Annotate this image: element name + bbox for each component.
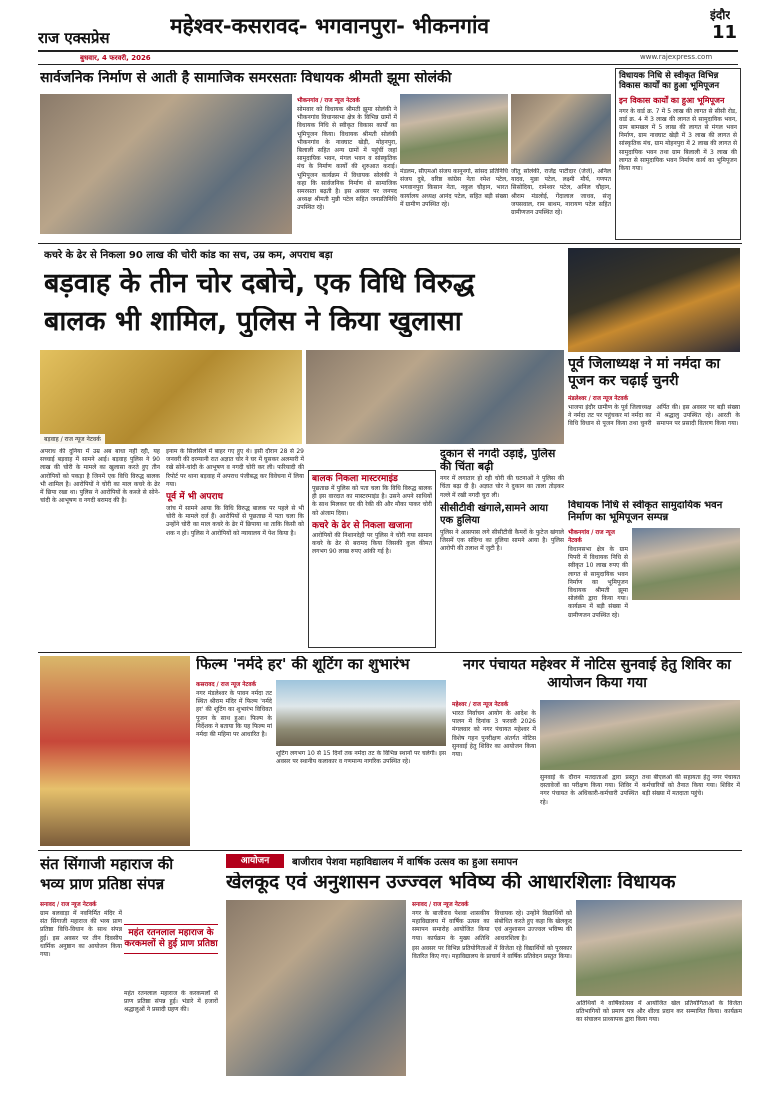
story6-body: नगर मंडलेश्वर के पावन नर्मदा तट स्थित श्रीराम मंदिर में फिल्म 'नर्मदे हर' की शूटिंग का शुभारंभ विधिवत पूजन के साथ हुआ। फिल्म के निर्देशक ने बताया कि यह फिल्म मां नर्मदा की महिमा पर आधारित है। xyxy=(196,690,272,739)
story2-body-2: इनाम के सिलसिले में बाहर गए हुए थे। इसी दौरान 28 से 29 जनवरी की दरम्यानी रात अज्ञात चोर ने घर में घुसकर अलमारी में रखे सोने-चांदी के आभूषण व नगदी चोरी कर ली। फरियादी की रिपोर्ट पर थाना बड़वाह में अपराध पंजीबद्ध कर विवेचना में लिया गया। xyxy=(166,448,304,488)
story3-body-2: पुलिस ने आसपास लगे सीसीटीवी कैमरों के फुटेज खंगाले जिसमें एक संदिग्ध का हुलिया सामने आया है। पुलिस आरोपी की तलाश में जुटी है। xyxy=(440,528,564,553)
date-line: बुधवार, 4 फरवरी, 2026 xyxy=(80,54,151,62)
story2-photo-seized xyxy=(40,350,302,444)
story4-photo xyxy=(568,248,740,352)
edition-city: इंदौर xyxy=(710,8,731,22)
story2-box-headline: बालक निकला मास्टरमाइंड xyxy=(312,474,398,484)
story4-body: भाजपा इंदौर ग्रामीण के पूर्व जिलाध्यक्ष ने नर्मदा तट पर पहुंचकर मां नर्मदा का विधि विधान से पूजन किया तथा चुनरी अर्पित की। इस अवसर पर बड़ी संख्या में श्रद्धालु उपस्थित रहे। आरती के समापन पर प्रसादी वितरण किया गया। xyxy=(568,404,740,428)
story4-text xyxy=(568,394,740,494)
story1-photo-3 xyxy=(511,94,611,164)
story1-photo-2 xyxy=(400,94,508,164)
page-number: 11 xyxy=(712,22,738,43)
story1-body-2: मंडलम, सीएमओ संजय कानूनगो, सांसद प्रतिनिधि संजय दुबे, वरिष्ठ कांग्रेस नेता रमेश पटेल, भगवानपुरा किसान नेता, नकुल चौहान, भारत कार्यालय अध्यक्ष आनंद पटेल, सहित बड़ी संख्या में ग्रामीण उपस्थित रहे। xyxy=(400,168,508,208)
masthead-rule-2 xyxy=(38,64,738,65)
story9-photo-audience xyxy=(576,900,742,996)
section-title: महेश्वर-कसरावद- भगवानपुरा- भीकनगांव xyxy=(170,14,490,38)
sidebar1-box xyxy=(615,68,741,240)
story6-body-2: शूटिंग लगभग 10 से 15 दिनों तक नर्मदा तट के विभिन्न स्थानों पर चलेगी। इस अवसर पर स्थानीय कलाकार व गणमान्य नागरिक उपस्थित रहे। xyxy=(276,750,446,766)
story9-body-2: इस अवसर पर विभिन्न प्रतियोगिताओं में विजेता रहे विद्यार्थियों को पुरस्कार वितरित किए गए। महाविद्यालय के प्राचार्य ने वार्षिक प्रतिवेदन प्रस्तुत किया। xyxy=(412,944,572,961)
story2-body: अपराध की दुनिया में उम्र अब बाधा नहीं रही, यह सच्चाई बड़वाह में सामने आई। बड़वाह पुलिस ने 90 लाख की चोरी के मामले का खुलासा करते हुए तीन आरोपियों को पकड़ा है जिनमें एक विधि विरुद्ध बालक भी शामिल है। आरोपियों ने चोरी का माल कचरे के ढेर में छिपा रखा था। पुलिस ने आरोपियों के कब्जे से सोने-चांदी के आभूषण व नगदी बरामद की है। xyxy=(40,448,160,505)
story2-body-3: जांच में सामने आया कि विधि विरुद्ध बालक पर पहले से भी चोरी के मामले दर्ज हैं। आरोपियों से पूछताछ में पता चला कि उन्होंने चोरी का माल कचरे के ढेर में छिपाया था ताकि किसी को शक न हो। पुलिस ने आरोपियों को न्यायालय में पेश किया है। xyxy=(166,505,304,537)
divider-2 xyxy=(38,652,742,653)
divider-1 xyxy=(38,243,742,244)
masthead-rule xyxy=(38,50,738,52)
story6-headline: फिल्म 'नर्मदे हर' की शूटिंग का शुभारंभ xyxy=(196,656,410,673)
story9-byline: सनावद / राज न्यूज नेटवर्क xyxy=(412,902,469,908)
story5-photo xyxy=(632,528,740,600)
story6-byline: कसरावद / राज न्यूज नेटवर्क xyxy=(196,682,257,688)
story2-col-2 xyxy=(166,448,304,650)
story5-text xyxy=(568,528,628,628)
story7-photo xyxy=(540,700,740,770)
story9-tag: आयोजन xyxy=(226,854,284,868)
story6-text xyxy=(196,680,272,848)
story3-headline: दुकान से नगदी उड़ाई, पुलिस की चिंता बढ़ी xyxy=(440,448,556,473)
story9-headline: खेलकूद एवं अनुशासन उज्ज्वल भविष्य की आधारशिलाः विधायक xyxy=(226,872,676,893)
story5-headline: विधायक निधि से स्वीकृत सामुदायिक भवन निर्माण का भूमिपूजन सम्पन्न xyxy=(568,500,723,523)
story1-body: सोमवार को विधायक श्रीमती झूमा सोलंकी ने भीकनगांव विधानसभा क्षेत्र के विभिन्न ग्रामों में विधायक निधि से स्वीकृत विकास कार्यों का भूमिपूजन किया। विधायक श्रीमती सोलंकी भीकनगांव के नावघाट खेड़ी, मोहनपुरा, बिलाली सहित अन्य ग्रामों में पहुंचीं जहां सामुदायिक भवन, मंगल भवन व सांस्कृतिक मंच के निर्माण कार्यों की शुरुआत कराई। भूमिपूजन कार्यक्रम में विधायक सोलंकी ने कहा कि सार्वजनिक निर्माण से सामाजिक समरसता बढ़ती है। इस अवसर पर जनपद अध्यक्ष श्रीमती मुन्नी पटेल सहित जनप्रतिनिधि उपस्थित रहे। xyxy=(297,106,397,212)
story2-box-subhead: कचरे के ढेर से निकला खजाना xyxy=(312,520,413,531)
story2-photo-caption: बड़वाह / राज न्यूज नेटवर्क xyxy=(40,434,105,444)
story7-body-3: तथा बीएलओ की सहायता हेतु नगर पंचायत कर्मचारियों को तैनात किया गया। शिविर में बड़ी संख्या में मतदाता पहुंचे। xyxy=(642,774,740,798)
story8-byline: सनावद / राज न्यूज नेटवर्क xyxy=(40,902,97,908)
story3-subhead: सीसीटीवी खंगाले,सामने आया एक हुलिया xyxy=(440,502,548,526)
story8-body: ग्राम बलवाड़ा में नवनिर्मित मंदिर में संत सिंगाजी महाराज की भव्य प्राण प्रतिष्ठा विधि-विधान के साथ संपन्न हुई। इस अवसर पर तीन दिवसीय धार्मिक अनुष्ठान का आयोजन किया गया। xyxy=(40,910,122,959)
story1-body-3: जीतू सोलंकी, राजेंद्र पाटीदार (जेजे), अनिल यादव, मुन्ना पटेल, लक्ष्मी मौर्य, गणपत सिसोदिया, रामेश्वर पटेल, अनिल चौहान, श्रीराम मंडलोई, गेंदालाल जाधव, संजू जयसवाल, राम बाथम, नारायण पटेल सहित ग्रामीणजन उपस्थित रहे। xyxy=(511,168,611,217)
story2-photo-police xyxy=(306,350,564,444)
story8-text xyxy=(40,900,122,1100)
story6-photo-temple xyxy=(40,656,190,846)
story8-body-2: महंत रतनलाल महाराज के करकमलों से प्राण प्रतिष्ठा संपन्न हुई। भंडारे में हजारों श्रद्धालुओं ने प्रसादी ग्रहण की। xyxy=(124,990,218,1014)
story2-kicker: कचरे के ढेर से निकला 90 लाख की चोरी कांड का सच, उम्र कम, अपराध बड़ा xyxy=(44,250,333,261)
story9-body: नगर के बाजीराव पेशवा शासकीय महाविद्यालय में वार्षिक उत्सव का समापन समारोह आयोजित किया गया। कार्यक्रम के मुख्य अतिथि विधायक रहे। उन्होंने विद्यार्थियों को संबोधित करते हुए कहा कि खेलकूद एवं अनुशासन उज्ज्वल भविष्य की आधारशिला है। xyxy=(412,910,572,942)
story8-pullquote: महंत रतनलाल महाराज के करकमलों से हुई प्राण प्रतिष्ठा xyxy=(124,924,218,954)
story5-body: विधानसभा क्षेत्र के ग्राम पिपरी में विधायक निधि से स्वीकृत 10 लाख रुपए की लागत से सामुदायिक भवन निर्माण का भूमिपूजन विधायक श्रीमती झूमा सोलंकी द्वारा किया गया। कार्यक्रम में बड़ी संख्या में ग्रामीणजन उपस्थित रहे। xyxy=(568,546,628,619)
divider-3 xyxy=(38,850,742,851)
story1-headline: सार्वजनिक निर्माण से आती है सामाजिक समरसताः विधायक श्रीमती झूमा सोलंकी xyxy=(40,70,452,86)
story1-byline: भीकनगांव / राज न्यूज नेटवर्क xyxy=(297,98,360,104)
sidebar1-subhead: इन विकास कार्यों का हुआ भूमिपूजन xyxy=(619,95,725,105)
story2-box xyxy=(308,470,436,648)
website: www.rajexpress.com xyxy=(640,53,713,61)
story3-body: नगर में लगातार हो रही चोरी की घटनाओं ने पुलिस की चिंता बढ़ा दी है। अज्ञात चोर ने दुकान का ताला तोड़कर गल्ले में रखी नगदी चुरा ली। xyxy=(440,475,564,499)
masthead xyxy=(0,0,778,50)
sidebar1-headline: विधायक निधि से स्वीकृत विभिन्न विकास कार्यों का हुआ भूमिपूजन xyxy=(619,71,720,91)
paper-name: राज एक्सप्रेस xyxy=(38,29,110,47)
story1-photo-1 xyxy=(40,94,292,234)
story9-kicker: बाजीराव पेशवा महाविद्यालय में वार्षिक उत्सव का हुआ समापन xyxy=(292,857,518,868)
story4-byline: मंडलेश्वर / राज न्यूज नेटवर्क xyxy=(568,396,629,402)
story7-byline: महेश्वर / राज न्यूज नेटवर्क xyxy=(452,702,509,708)
story7-body: भारत निर्वाचन आयोग के आदेश के पालन में दिनांक 3 फरवरी 2026 मंगलवार को नगर पंचायत महेश्वर में विशेष गहन पुनरीक्षण अंतर्गत नोटिस सुनवाई हेतु शिविर का आयोजन किया गया। xyxy=(452,710,536,759)
story7-body-2: सुनवाई के दौरान मतदाताओं द्वारा प्रस्तुत दस्तावेजों का परीक्षण किया गया। शिविर में नगर पंचायत के अधिकारी-कर्मचारी उपस्थित रहे। xyxy=(540,774,638,806)
story2-headline-line2: बालक भी शामिल, पुलिस ने किया खुलासा xyxy=(44,306,462,337)
story8-headline-line1: संत सिंगाजी महाराज की xyxy=(40,856,174,873)
story2-headline-line1: बड़वाह के तीन चोर दबोचे, एक विधि विरुद्ध xyxy=(44,268,475,299)
story6-photo-shoot xyxy=(276,680,446,746)
story7-text xyxy=(452,700,536,846)
story9-text xyxy=(412,900,572,1100)
story3 xyxy=(440,448,564,650)
story2-box-body: पूछताछ में पुलिस को पता चला कि विधि विरुद्ध बालक ही इस वारदात का मास्टरमाइंड है। उसने अपने साथियों के साथ मिलकर घर की रेकी की और मौका पाकर चोरी को अंजाम दिया। xyxy=(312,485,432,517)
story5-byline: भीकनगांव / राज न्यूज नेटवर्क xyxy=(568,530,615,544)
story2-box-body-2: आरोपियों की निशानदेही पर पुलिस ने चोरी गया सामान कचरे के ढेर से बरामद किया जिसकी कुल कीमत लगभग 90 लाख रुपए आंकी गई है। xyxy=(312,531,432,556)
story4-headline: पूर्व जिलाध्यक्ष ने मां नर्मदा का पूजन कर चढ़ाई चुनरी xyxy=(568,356,721,389)
story2-subhead-past: पूर्व में भी अपराध xyxy=(166,492,224,503)
story9-body-3: अतिथियों ने वार्षिकोत्सव में आयोजित खेल प्रतियोगिताओं के विजेता प्रतिभागियों को प्रमाण पत्र और शील्ड प्रदान कर सम्मानित किया। कार्यक्रम का संचालन प्राध्यापक द्वारा किया गया। xyxy=(576,1000,742,1024)
story8-headline-line2: भव्य प्राण प्रतिष्ठा संपन्न xyxy=(40,876,165,893)
story9-photo-dance xyxy=(226,900,406,1076)
story7-headline: नगर पंचायत महेश्वर में नोटिस सुनवाई हेतु शिविर का आयोजन किया गया xyxy=(463,657,731,691)
story1-text-col xyxy=(297,96,397,236)
sidebar1-body: नगर के वार्ड क्र. 7 में 5 लाख की लागत से सीसी रोड, वार्ड क्र. 4 में 3 लाख की लागत से सामुदायिक भवन, ग्राम बामखल में 5 लाख की लागत से मंगल भवन निर्माण, ग्राम नावघाट खेड़ी में 3 लाख की लागत से सांस्कृतिक मंच, ग्राम मोहनपुरा में 2 लाख की लागत से सामुदायिक भवन तथा ग्राम बिलाली में 3 लाख की लागत से सामुदायिक भवन निर्माण कार्य का भूमिपूजन किया गया। xyxy=(619,107,737,172)
